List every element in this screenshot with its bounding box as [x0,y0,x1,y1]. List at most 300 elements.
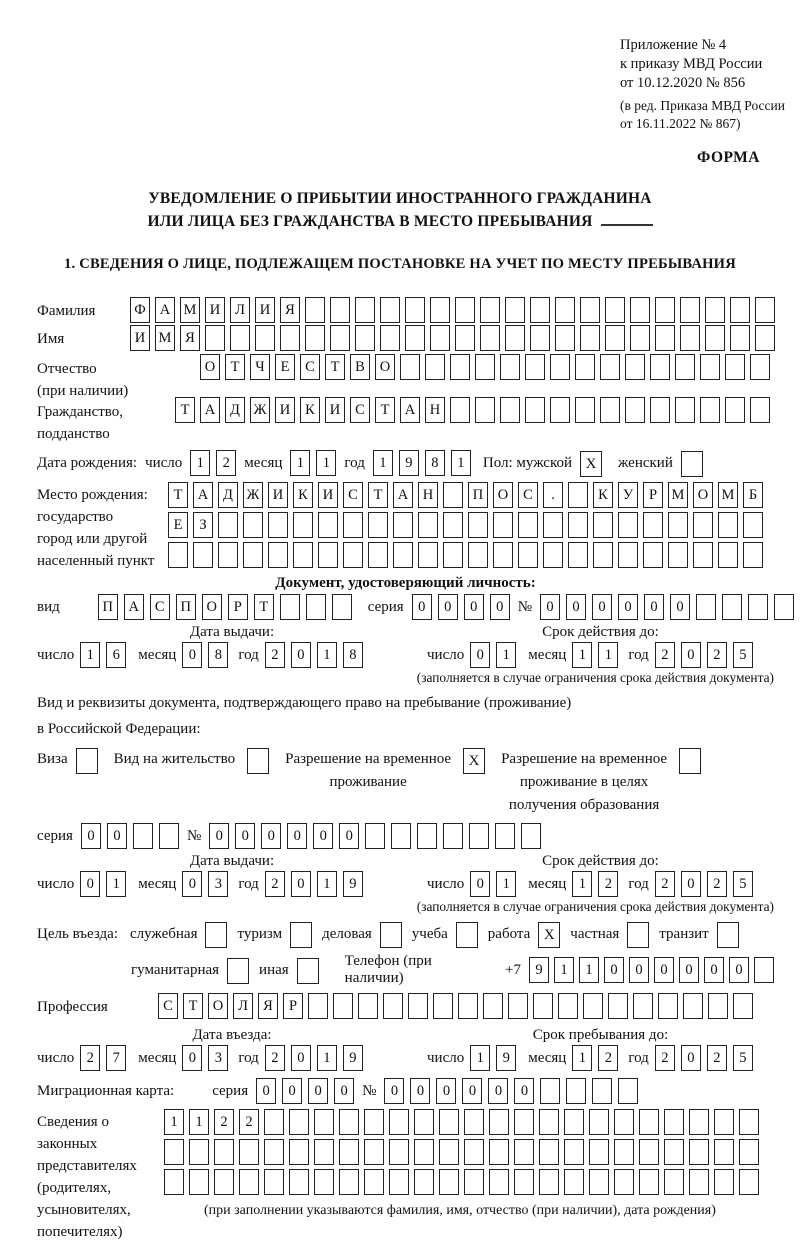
char-box[interactable]: З [193,512,213,538]
char-box[interactable]: 1 [316,450,336,476]
citizenship-boxes[interactable] [175,397,770,423]
char-box[interactable]: 2 [707,1045,727,1071]
birthplace-boxes-row3[interactable] [168,542,763,568]
char-box[interactable] [433,993,453,1019]
char-box[interactable] [164,1169,184,1195]
char-box[interactable]: 2 [707,871,727,897]
char-box[interactable] [314,1169,334,1195]
char-box[interactable] [364,1169,384,1195]
char-box[interactable] [583,993,603,1019]
char-box[interactable] [683,993,703,1019]
char-box[interactable] [405,325,425,351]
entry-year-boxes[interactable] [265,1045,363,1071]
char-box[interactable] [580,325,600,351]
char-box[interactable] [368,512,388,538]
char-box[interactable] [133,823,153,849]
char-box[interactable] [239,1169,259,1195]
char-box[interactable] [643,542,663,568]
purpose-business-checkbox[interactable] [205,922,227,948]
char-box[interactable] [405,297,425,323]
char-box[interactable]: Т [225,354,245,380]
char-box[interactable] [564,1139,584,1165]
char-box[interactable] [468,542,488,568]
char-box[interactable] [417,823,437,849]
char-box[interactable]: 1 [317,1045,337,1071]
char-box[interactable]: 1 [190,450,210,476]
entry-day-boxes[interactable] [80,1045,126,1071]
char-box[interactable]: 0 [182,642,202,668]
char-box[interactable]: К [300,397,320,423]
char-box[interactable]: Т [168,482,188,508]
surname-boxes[interactable] [130,297,775,323]
char-box[interactable]: 1 [496,871,516,897]
char-box[interactable] [592,1078,612,1104]
char-box[interactable] [418,542,438,568]
char-box[interactable] [389,1139,409,1165]
char-box[interactable]: О [200,354,220,380]
char-box[interactable]: 1 [80,642,100,668]
char-box[interactable] [243,512,263,538]
char-box[interactable]: 1 [317,871,337,897]
char-box[interactable] [475,354,495,380]
char-box[interactable] [280,325,300,351]
char-box[interactable] [505,325,525,351]
char-box[interactable]: 1 [579,957,599,983]
char-box[interactable] [355,297,375,323]
char-box[interactable]: 5 [733,642,753,668]
char-box[interactable]: 0 [704,957,724,983]
char-box[interactable]: О [375,354,395,380]
char-box[interactable]: 8 [425,450,445,476]
char-box[interactable]: 0 [287,823,307,849]
char-box[interactable] [664,1109,684,1135]
char-box[interactable]: О [493,482,513,508]
valid-month-boxes[interactable] [572,871,618,897]
residence-permit-checkbox[interactable] [247,748,269,774]
char-box[interactable] [589,1139,609,1165]
char-box[interactable] [589,1169,609,1195]
char-box[interactable]: 0 [256,1078,276,1104]
char-box[interactable]: 0 [291,871,311,897]
char-box[interactable] [443,482,463,508]
char-box[interactable] [425,354,445,380]
char-box[interactable] [655,297,675,323]
purpose-commercial-checkbox[interactable] [380,922,402,948]
char-box[interactable]: 2 [265,642,285,668]
char-box[interactable] [330,325,350,351]
char-box[interactable] [568,512,588,538]
char-box[interactable]: 1 [164,1109,184,1135]
char-box[interactable] [725,397,745,423]
char-box[interactable] [625,397,645,423]
char-box[interactable] [414,1109,434,1135]
char-box[interactable] [489,1169,509,1195]
char-box[interactable] [525,354,545,380]
char-box[interactable]: И [130,325,150,351]
issue-month-boxes[interactable] [182,871,228,897]
char-box[interactable]: М [155,325,175,351]
char-box[interactable] [714,1139,734,1165]
char-box[interactable] [714,1109,734,1135]
char-box[interactable] [614,1169,634,1195]
char-box[interactable]: 0 [313,823,333,849]
char-box[interactable] [439,1169,459,1195]
char-box[interactable] [443,512,463,538]
char-box[interactable]: А [393,482,413,508]
char-box[interactable] [514,1139,534,1165]
char-box[interactable]: Т [175,397,195,423]
char-box[interactable] [675,354,695,380]
char-box[interactable] [655,325,675,351]
stay-month-boxes[interactable] [572,1045,618,1071]
char-box[interactable] [306,594,326,620]
issue-year-boxes[interactable] [265,642,363,668]
char-box[interactable] [500,397,520,423]
char-box[interactable]: Я [180,325,200,351]
char-box[interactable] [539,1169,559,1195]
char-box[interactable] [339,1109,359,1135]
sex-female-checkbox[interactable] [681,451,703,477]
char-box[interactable] [593,512,613,538]
char-box[interactable]: Д [218,482,238,508]
char-box[interactable] [539,1139,559,1165]
char-box[interactable] [514,1169,534,1195]
char-box[interactable] [343,542,363,568]
char-box[interactable]: К [593,482,613,508]
char-box[interactable] [464,1169,484,1195]
char-box[interactable]: 0 [339,823,359,849]
char-box[interactable]: Т [183,993,203,1019]
char-box[interactable] [718,512,738,538]
char-box[interactable]: 2 [598,871,618,897]
phone-boxes[interactable] [529,957,774,983]
char-box[interactable]: 0 [261,823,281,849]
char-box[interactable]: 1 [470,1045,490,1071]
char-box[interactable] [743,512,763,538]
char-box[interactable] [365,823,385,849]
char-box[interactable]: Я [258,993,278,1019]
char-box[interactable] [700,397,720,423]
char-box[interactable]: 0 [679,957,699,983]
char-box[interactable] [722,594,742,620]
char-box[interactable]: 0 [308,1078,328,1104]
char-box[interactable] [730,325,750,351]
char-box[interactable] [443,823,463,849]
issue-month-boxes[interactable] [182,642,228,668]
char-box[interactable]: О [202,594,222,620]
char-box[interactable] [389,1169,409,1195]
char-box[interactable]: 0 [490,594,510,620]
char-box[interactable] [418,512,438,538]
char-box[interactable]: 2 [265,871,285,897]
char-box[interactable] [339,1169,359,1195]
entry-month-boxes[interactable] [182,1045,228,1071]
char-box[interactable]: 1 [373,450,393,476]
char-box[interactable]: 0 [644,594,664,620]
char-box[interactable]: Т [325,354,345,380]
char-box[interactable] [650,397,670,423]
char-box[interactable]: В [350,354,370,380]
char-box[interactable] [264,1139,284,1165]
char-box[interactable] [568,482,588,508]
char-box[interactable] [330,297,350,323]
char-box[interactable] [469,823,489,849]
char-box[interactable] [159,823,179,849]
char-box[interactable] [505,297,525,323]
char-box[interactable] [293,542,313,568]
char-box[interactable]: 1 [554,957,574,983]
char-box[interactable] [339,1139,359,1165]
birth-year-boxes[interactable] [373,450,471,476]
char-box[interactable] [608,993,628,1019]
char-box[interactable] [343,512,363,538]
char-box[interactable] [430,325,450,351]
char-box[interactable] [555,325,575,351]
char-box[interactable] [605,325,625,351]
char-box[interactable] [264,1169,284,1195]
char-box[interactable]: А [400,397,420,423]
char-box[interactable]: С [158,993,178,1019]
char-box[interactable] [243,542,263,568]
char-box[interactable] [755,297,775,323]
representatives-boxes-row3[interactable] [164,1169,759,1195]
char-box[interactable] [543,512,563,538]
char-box[interactable] [168,542,188,568]
representatives-boxes-row2[interactable] [164,1139,759,1165]
doc-series-boxes[interactable] [412,594,510,620]
char-box[interactable] [680,297,700,323]
char-box[interactable] [358,993,378,1019]
char-box[interactable]: 0 [681,1045,701,1071]
char-box[interactable]: 0 [182,1045,202,1071]
char-box[interactable] [464,1109,484,1135]
char-box[interactable] [493,512,513,538]
char-box[interactable]: 0 [729,957,749,983]
char-box[interactable]: И [205,297,225,323]
char-box[interactable] [680,325,700,351]
char-box[interactable] [639,1109,659,1135]
char-box[interactable]: А [155,297,175,323]
char-box[interactable] [393,542,413,568]
char-box[interactable] [364,1139,384,1165]
char-box[interactable] [525,397,545,423]
char-box[interactable] [689,1109,709,1135]
char-box[interactable]: С [350,397,370,423]
char-box[interactable]: Е [275,354,295,380]
char-box[interactable] [189,1139,209,1165]
char-box[interactable]: 7 [106,1045,126,1071]
char-box[interactable]: 0 [81,823,101,849]
char-box[interactable]: Б [743,482,763,508]
purpose-transit-checkbox[interactable] [717,922,739,948]
char-box[interactable] [530,297,550,323]
char-box[interactable]: 2 [80,1045,100,1071]
char-box[interactable] [689,1139,709,1165]
char-box[interactable] [743,542,763,568]
char-box[interactable]: У [618,482,638,508]
char-box[interactable]: 1 [317,642,337,668]
char-box[interactable]: 9 [529,957,549,983]
char-box[interactable]: 2 [216,450,236,476]
char-box[interactable] [639,1139,659,1165]
char-box[interactable]: П [468,482,488,508]
char-box[interactable]: Я [280,297,300,323]
char-box[interactable] [543,542,563,568]
char-box[interactable] [593,542,613,568]
char-box[interactable]: 3 [208,871,228,897]
char-box[interactable]: С [150,594,170,620]
char-box[interactable] [355,325,375,351]
char-box[interactable] [333,993,353,1019]
char-box[interactable]: 2 [655,642,675,668]
char-box[interactable]: А [200,397,220,423]
issue-year-boxes[interactable] [265,871,363,897]
doc-type-boxes[interactable] [98,594,352,620]
char-box[interactable]: 0 [654,957,674,983]
char-box[interactable] [739,1169,759,1195]
char-box[interactable] [480,297,500,323]
char-box[interactable] [533,993,553,1019]
char-box[interactable] [705,297,725,323]
char-box[interactable] [389,1109,409,1135]
valid-month-boxes[interactable] [572,642,618,668]
char-box[interactable] [658,993,678,1019]
char-box[interactable]: Т [375,397,395,423]
char-box[interactable] [668,512,688,538]
char-box[interactable] [380,297,400,323]
char-box[interactable] [575,354,595,380]
char-box[interactable] [443,542,463,568]
char-box[interactable] [289,1139,309,1165]
char-box[interactable]: 0 [618,594,638,620]
char-box[interactable]: 8 [208,642,228,668]
char-box[interactable] [489,1109,509,1135]
char-box[interactable]: 0 [488,1078,508,1104]
char-box[interactable]: 2 [655,1045,675,1071]
valid-day-boxes[interactable] [470,642,516,668]
char-box[interactable] [754,957,774,983]
char-box[interactable] [625,354,645,380]
char-box[interactable]: 0 [462,1078,482,1104]
char-box[interactable]: Ж [243,482,263,508]
migration-series-boxes[interactable] [256,1078,354,1104]
char-box[interactable] [455,297,475,323]
char-box[interactable] [383,993,403,1019]
char-box[interactable]: 9 [496,1045,516,1071]
char-box[interactable] [733,993,753,1019]
char-box[interactable]: 0 [436,1078,456,1104]
char-box[interactable] [268,542,288,568]
char-box[interactable] [774,594,794,620]
char-box[interactable]: А [124,594,144,620]
char-box[interactable]: 8 [343,642,363,668]
char-box[interactable]: 0 [80,871,100,897]
char-box[interactable] [332,594,352,620]
char-box[interactable] [575,397,595,423]
char-box[interactable] [193,542,213,568]
issue-day-boxes[interactable] [80,871,126,897]
char-box[interactable] [439,1139,459,1165]
char-box[interactable]: Ф [130,297,150,323]
char-box[interactable] [643,512,663,538]
char-box[interactable]: 1 [496,642,516,668]
char-box[interactable] [214,1139,234,1165]
birth-day-boxes[interactable] [190,450,236,476]
char-box[interactable] [614,1109,634,1135]
char-box[interactable] [400,354,420,380]
char-box[interactable]: 9 [399,450,419,476]
char-box[interactable]: 1 [572,642,592,668]
char-box[interactable] [293,512,313,538]
char-box[interactable] [205,325,225,351]
char-box[interactable]: 2 [265,1045,285,1071]
char-box[interactable] [555,297,575,323]
char-box[interactable]: 0 [514,1078,534,1104]
name-boxes[interactable] [130,325,775,351]
char-box[interactable] [305,325,325,351]
char-box[interactable] [189,1169,209,1195]
char-box[interactable]: 0 [629,957,649,983]
char-box[interactable]: М [180,297,200,323]
char-box[interactable] [493,542,513,568]
char-box[interactable]: Р [228,594,248,620]
char-box[interactable] [314,1139,334,1165]
char-box[interactable] [605,297,625,323]
char-box[interactable] [368,542,388,568]
char-box[interactable] [521,823,541,849]
char-box[interactable]: 0 [438,594,458,620]
temp-permit-checkbox[interactable]: X [463,748,485,774]
char-box[interactable]: О [693,482,713,508]
char-box[interactable]: С [518,482,538,508]
char-box[interactable] [618,512,638,538]
char-box[interactable] [380,325,400,351]
char-box[interactable] [450,354,470,380]
char-box[interactable]: Ж [250,397,270,423]
char-box[interactable] [514,1109,534,1135]
char-box[interactable]: Т [368,482,388,508]
char-box[interactable]: 0 [540,594,560,620]
char-box[interactable] [725,354,745,380]
char-box[interactable]: 0 [291,1045,311,1071]
char-box[interactable] [518,512,538,538]
char-box[interactable]: 1 [189,1109,209,1135]
purpose-tourism-checkbox[interactable] [290,922,312,948]
char-box[interactable] [675,397,695,423]
char-box[interactable]: С [300,354,320,380]
char-box[interactable]: 9 [343,871,363,897]
birthplace-boxes-row2[interactable] [168,512,763,538]
stay-year-boxes[interactable] [655,1045,753,1071]
char-box[interactable]: 5 [733,871,753,897]
char-box[interactable] [489,1139,509,1165]
char-box[interactable]: И [325,397,345,423]
char-box[interactable] [289,1169,309,1195]
char-box[interactable] [639,1169,659,1195]
char-box[interactable] [566,1078,586,1104]
char-box[interactable]: 1 [572,1045,592,1071]
char-box[interactable] [630,297,650,323]
char-box[interactable] [458,993,478,1019]
profession-boxes[interactable] [158,993,753,1019]
char-box[interactable] [650,354,670,380]
purpose-private-checkbox[interactable] [627,922,649,948]
purpose-work-checkbox[interactable]: X [538,922,560,948]
char-box[interactable] [614,1139,634,1165]
char-box[interactable]: 0 [681,871,701,897]
char-box[interactable] [739,1139,759,1165]
char-box[interactable] [318,542,338,568]
